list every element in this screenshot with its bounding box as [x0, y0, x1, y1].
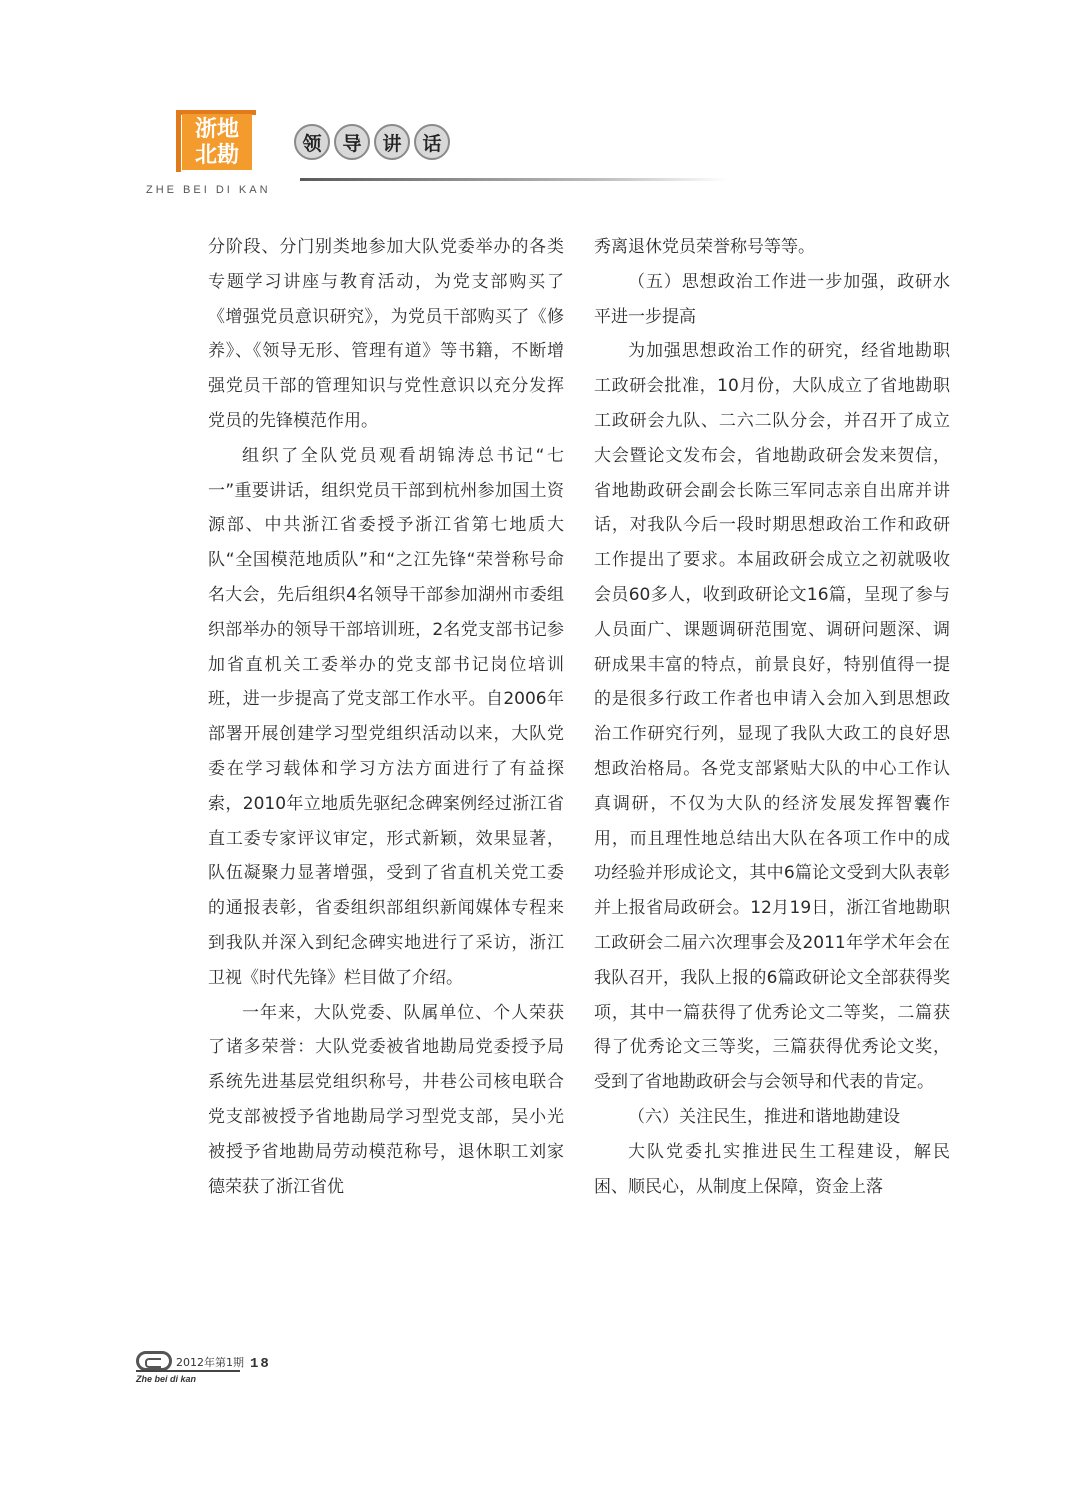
paragraph: 分阶段、分门别类地参加大队党委举办的各类专题学习讲座与教育活动，为党支部购买了《增强党员意识研究》，为党员干部购买了《修养》、《领导无形、管理有道》等书籍，不断增强党员干部的管理知识与党性意识以充分发挥党员的先锋模范作用。: [208, 237, 564, 431]
paragraph: 大队党委扎实推进民生工程建设，解民困、顺民心，从制度上保障，资金上落: [594, 1141, 950, 1197]
logo-line-2: 北勘: [194, 142, 239, 168]
paragraph: 一年来，大队党委、队属单位、个人荣获了诸多荣誉：大队党委被省地勘局党委授予局系统先进基层党组织称号，井巷公司核电联合党支部被授予省地勘局学习型党支部，吴小光被授予省地勘局劳动模范称号，退休职工刘家德荣获了浙江省优: [208, 1002, 564, 1197]
header-divider: [300, 178, 728, 181]
section-title: [294, 124, 450, 164]
page-number: 18: [250, 1356, 271, 1372]
subheading: （六）关注民生，推进和谐地勘建设: [628, 1106, 900, 1127]
magazine-logo: [182, 114, 252, 170]
magazine-emblem-icon: [136, 1351, 172, 1371]
paragraph: 秀离退休党员荣誉称号等等。: [594, 237, 815, 257]
footer-subtitle: Zhe bei di kan: [136, 1374, 197, 1384]
section-title-char: 导: [334, 124, 370, 160]
section-title-char: 讲: [374, 124, 410, 160]
subheading: （五）思想政治工作进一步加强，政研水平进一步提高: [594, 271, 950, 327]
section-title-char: 领: [294, 124, 330, 160]
left-column: [208, 230, 564, 1204]
paragraph: 为加强思想政治工作的研究，经省地勘职工政研会批准，10月份，大队成立了省地勘职工政研会九队、二六二队分会，并召开了成立大会暨论文发布会，省地勘政研会发来贺信，省地勘政研会副会长陈三军同志亲自出席并讲话，对我队今后一段时期思想政治工作和政研工作提出了要求。本届政研会成立之初就吸收会员60多人，收到政研论文16篇，呈现了参与人员面广、课题调研范围宽、调研问题深、调研成果丰富的特点，前景良好，特别值得一提的是很多行政工作者也申请入会加入到思想政治工作研究行列，显现了我队大政工的良好思想政治格局。各党支部紧贴大队的中心工作认真调研，不仅为大队的经济发展发挥智囊作用，而且理性地总结出大队在各项工作中的成功经验并形成论文，其中6篇论文受到大队表彰并上报省局政研会。12月19日，浙江省地勘职工政研会二届六次理事会及2011年学术年会在我队召开，我队上报的6篇政研论文全部获得奖项，其中一篇获得了优秀论文二等奖，二篇获得了优秀论文三等奖，三篇获得优秀论文奖，受到了省地勘政研会与会领导和代表的肯定。: [594, 341, 950, 1093]
section-title-char: 话: [414, 124, 450, 160]
paragraph: 组织了全队党员观看胡锦涛总书记“七一”重要讲话，组织党员干部到杭州参加国土资源部、中共浙江省委授予浙江省第七地质大队“全国模范地质队”和“之江先锋“荣誉称号命名大会，先后组织4名领导干部参加湖州市委组织部举办的领导干部培训班，2名党支部书记参加省直机关工委举办的党支部书记岗位培训班，进一步提高了党支部工作水平。自2006年部署开展创建学习型党组织活动以来，大队党委在学习载体和学习方法方面进行了有益探索，2010年立地质先驱纪念碑案例经过浙江省直工委专家评议审定，形式新颖，效果显著，队伍凝聚力显著增强，受到了省直机关党工委的通报表彰，省委组织部组织新闻媒体专程来到我队并深入到纪念碑实地进行了采访，浙江卫视《时代先锋》栏目做了介绍。: [208, 445, 564, 988]
right-column: [594, 230, 950, 1204]
footer-divider: [136, 1370, 240, 1372]
logo-subtitle: ZHE BEI DI KAN: [146, 184, 271, 196]
issue-label: 2012年第1期: [176, 1356, 244, 1369]
logo-line-1: 浙地: [194, 116, 239, 142]
